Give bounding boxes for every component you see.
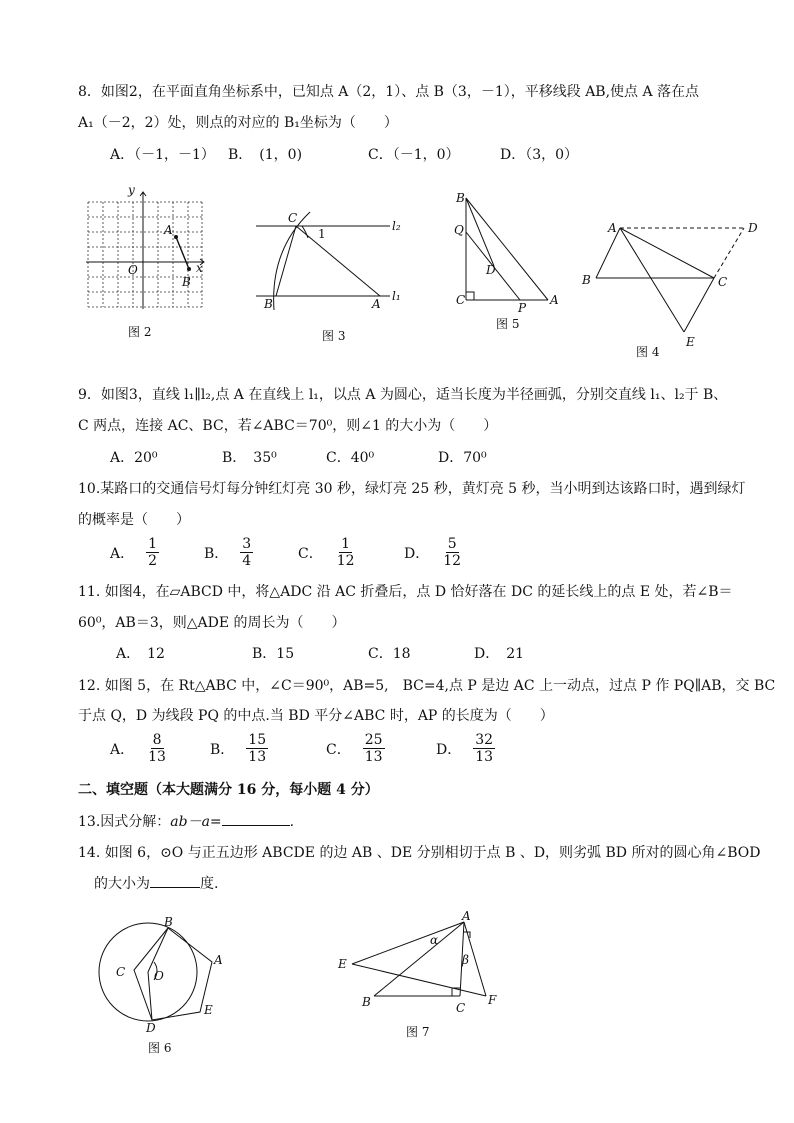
q13-suffix: . (289, 814, 295, 830)
q10-option-a (110, 536, 159, 569)
q12-option-d (436, 732, 495, 765)
q10-line1: 10.某路口的交通信号灯每分钟红灯亮 30 秒，绿灯亮 25 秒，黄灯亮 5 秒，当小明到达该路口时，遇到绿灯 (78, 481, 746, 497)
fig6-label-e: E (204, 1003, 213, 1017)
q10-option-d-den: 12 (443, 553, 462, 569)
q12-option-d-label: D． (436, 741, 462, 758)
q9-line2: C 两点，连接 AC、BC，若∠ABC＝70⁰，则∠1 的大小为（ ） (78, 418, 498, 434)
section-2-heading: 二、填空题（本大题满分 16 分，每小题 4 分） (78, 782, 379, 798)
fig4-caption: 图 4 (636, 345, 660, 359)
q11-line1: 11. 如图4，在▱ABCD 中，将△ADC 沿 AC 折叠后，点 D 恰好落在 DC 的延长线上的点 E 处，若∠B＝ (78, 584, 733, 600)
q12-option-c-num: 25 (364, 732, 383, 748)
q11-option-b: B．15 (252, 646, 295, 662)
fig2-label-a: A (164, 223, 173, 237)
q12-option-b-den: 13 (248, 749, 267, 765)
q12-option-b-num: 15 (248, 732, 267, 748)
q9-option-c: C．40⁰ (326, 450, 375, 466)
q13-prefix: 13.因式分解： (78, 814, 171, 830)
q10-option-c-label: C． (298, 545, 323, 562)
fig3-label-l1: l₁ (392, 289, 401, 303)
q12-line2: 于点 Q，D 为线段 PQ 的中点.当 BD 平分∠ABC 时，AP 的长度为（ ） (78, 708, 554, 724)
q14-line2-suffix: 度. (200, 876, 219, 892)
fig3-label-angle1: 1 (318, 227, 326, 241)
q12-option-c-label: C． (326, 741, 351, 758)
fig6-label-o: O (154, 969, 164, 983)
q12-option-b (210, 732, 268, 765)
fig6-label-b: B (164, 915, 173, 929)
figure-3 (250, 210, 410, 350)
fig3-label-l2: l₂ (392, 219, 401, 233)
fig5-label-d: D (486, 263, 496, 277)
q9-option-b: B． 35⁰ (222, 450, 277, 466)
fig7-label-alpha: α (430, 933, 439, 947)
fig7-label-f: F (488, 993, 497, 1007)
q10-option-d-num: 5 (447, 536, 457, 552)
q13 (78, 812, 294, 832)
q8-option-c: C．（－1，0） (368, 147, 460, 163)
q10-option-b-num: 3 (242, 536, 252, 552)
q12-line1: 12. 如图 5，在 Rt△ABC 中，∠C＝90⁰，AB=5, BC=4,点 P 是边 AC 上一动点，过点 P 作 PQ∥AB，交 BC (78, 678, 776, 694)
q9-option-d: D．70⁰ (438, 450, 487, 466)
q8-option-a: A．（－1，－1） (110, 147, 215, 163)
q8-line2: A₁（－2，2）处，则点的对应的 B₁坐标为（ ） (78, 115, 398, 131)
figure-4 (580, 216, 770, 366)
fig7-label-c: C (456, 1001, 466, 1015)
q11-line2: 60⁰，AB＝3，则△ADE 的周长为（ ） (78, 615, 346, 631)
q10-option-a-den: 2 (148, 553, 158, 569)
fig5-label-q: Q (454, 223, 464, 237)
q12-option-a-num: 8 (152, 732, 162, 748)
fig7-caption: 图 7 (406, 1025, 430, 1039)
q10-option-c (298, 536, 357, 569)
q10-option-c-num: 1 (341, 536, 351, 552)
q9-option-a: A．20⁰ (110, 450, 158, 466)
q14-line2 (94, 874, 218, 894)
fig5-label-a: A (550, 293, 559, 307)
fig7-label-b: B (362, 995, 371, 1009)
fig7-label-beta: β (462, 953, 469, 967)
fig2-label-b: B (182, 275, 191, 289)
q13-answer-blank[interactable] (222, 825, 290, 826)
fig7-label-a: A (462, 909, 471, 923)
fig6-label-d: D (146, 1021, 156, 1035)
fig2-label-o: O (128, 263, 138, 277)
q10-option-a-num: 1 (148, 536, 158, 552)
fig3-caption: 图 3 (322, 329, 346, 343)
fig4-label-e: E (686, 335, 695, 349)
fig2-label-y: y (128, 183, 135, 197)
q12-option-d-den: 13 (475, 749, 494, 765)
q9-line1: 9．如图3，直线 l₁∥l₂,点 A 在直线上 l₁，以点 A 为圆心，适当长度为半径画弧，分别交直线 l₁、l₂于 B、 (78, 387, 728, 403)
fig4-label-a: A (608, 221, 617, 235)
q8-option-b: B． (1，0) (228, 147, 303, 163)
fig5-label-b: B (456, 191, 465, 205)
q10-option-a-label: A． (110, 545, 135, 562)
fig2-caption: 图 2 (128, 325, 152, 339)
fig6-label-c: C (116, 965, 126, 979)
q10-option-c-den: 12 (336, 553, 355, 569)
q12-option-a (110, 732, 168, 765)
q10-option-b (204, 536, 253, 569)
q11-option-c: C．18 (368, 646, 411, 662)
fig4-label-c: C (718, 275, 728, 289)
q10-option-b-label: B． (204, 545, 229, 562)
figure-7 (336, 910, 516, 1045)
q13-expression: ab－a= (170, 814, 222, 830)
fig5-label-c: C (456, 293, 466, 307)
fig7-label-e: E (338, 957, 347, 971)
fig3-label-c: C (288, 211, 298, 225)
q14-line1: 14. 如图 6，⊙O 与正五边形 ABCDE 的边 AB 、DE 分别相切于点 B 、D，则劣弧 BD 所对的圆心角∠BOD (78, 845, 761, 861)
q8-option-d: D．（3，0） (500, 147, 579, 163)
q14-answer-blank[interactable] (150, 887, 200, 888)
q10-option-d-label: D． (404, 545, 430, 562)
fig4-label-d: D (748, 221, 758, 235)
fig2-label-x: x (196, 261, 203, 275)
q14-line2-prefix: 的大小为 (94, 876, 150, 892)
fig6-label-a: A (214, 953, 223, 967)
figure-6 (94, 915, 244, 1058)
q12-option-c-den: 13 (364, 749, 383, 765)
fig4-label-b: B (582, 273, 591, 287)
fig5-caption: 图 5 (496, 317, 520, 331)
q12-option-c (326, 732, 385, 765)
q11-option-d: D． 21 (474, 646, 525, 662)
q12-option-a-label: A． (110, 741, 135, 758)
figure-5 (452, 188, 572, 338)
fig6-caption: 图 6 (148, 1041, 172, 1055)
q12-option-a-den: 13 (148, 749, 166, 765)
q12-option-d-num: 32 (475, 732, 494, 748)
fig3-label-a: A (372, 297, 381, 311)
figure-2 (84, 184, 214, 344)
q10-line2: 的概率是（ ） (78, 512, 190, 528)
q10-option-d (404, 536, 463, 569)
q12-option-b-label: B． (210, 741, 235, 758)
q11-option-a: A． 12 (116, 646, 165, 662)
q8-line1: 8．如图2，在平面直角坐标系中，已知点 A（2，1）、点 B（3，－1），平移线段 AB,使点 A 落在点 (78, 84, 700, 100)
q10-option-b-den: 4 (242, 553, 252, 569)
fig3-label-b: B (264, 297, 273, 311)
fig5-label-p: P (518, 301, 527, 315)
